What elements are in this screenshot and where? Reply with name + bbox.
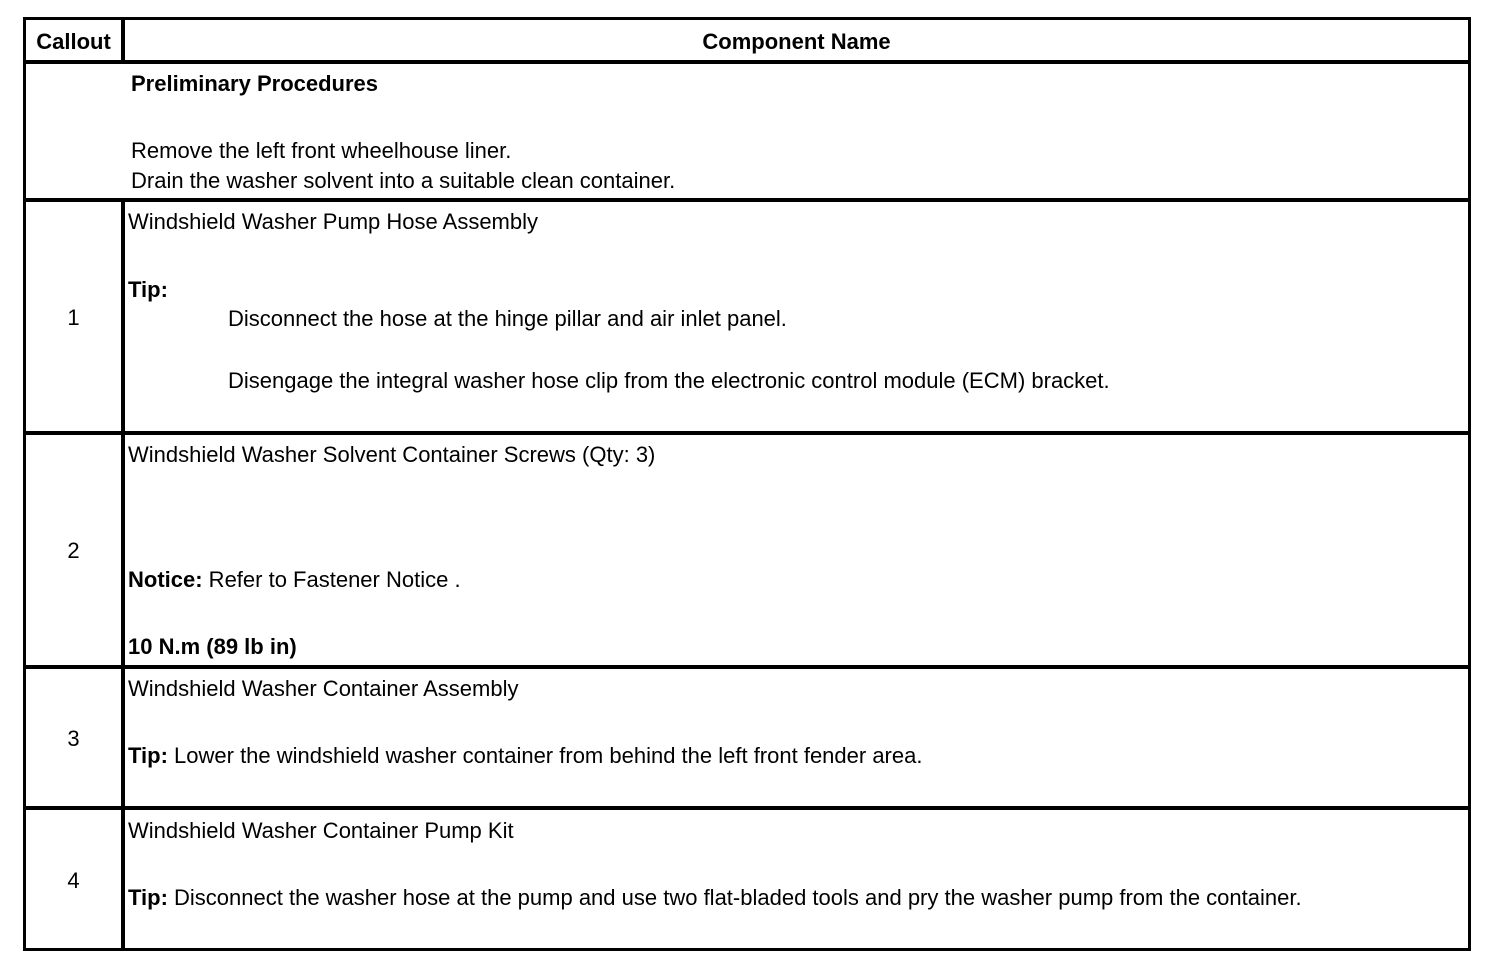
callout-number: 4 [67, 868, 80, 893]
column-divider [121, 20, 125, 60]
preliminary-step: Drain the washer solvent into a suitable clean container. [131, 168, 676, 193]
tip-step: Disconnect the hose at the hinge pillar and air inlet panel. [228, 306, 787, 331]
callout-number: 1 [67, 305, 80, 330]
callout-column-header: Callout [36, 29, 111, 54]
tip-label: Tip: [128, 885, 168, 910]
notice-text: Refer to Fastener Notice . [202, 567, 461, 592]
callout-number: 2 [67, 538, 80, 563]
tip-label: Tip: [128, 277, 168, 302]
notice-label: Notice: [128, 567, 203, 592]
tip-text: Lower the windshield washer container from behind the left front fender area. [167, 743, 923, 768]
procedure-table [23, 17, 1471, 951]
tip-label: Tip: [128, 743, 168, 768]
component-name-column-header: Component Name [702, 29, 891, 54]
component-name: Windshield Washer Container Pump Kit [128, 818, 514, 843]
component-name: Windshield Washer Pump Hose Assembly [128, 209, 539, 234]
column-divider [121, 435, 125, 665]
notice-line [128, 567, 461, 593]
callout-number: 3 [67, 726, 80, 751]
preliminary-title: Preliminary Procedures [131, 71, 379, 96]
column-divider [121, 810, 125, 948]
preliminary-row [26, 64, 1468, 202]
component-name: Windshield Washer Container Assembly [128, 676, 519, 701]
tip-step: Disengage the integral washer hose clip from the electronic control module (ECM) bracket. [228, 368, 1110, 393]
column-divider [121, 202, 125, 431]
tip-text: Disconnect the washer hose at the pump and use two flat-bladed tools and pry the washer pump from the container. [167, 885, 1302, 910]
table-row [26, 202, 1468, 435]
table-header-row [26, 20, 1468, 64]
table-row [26, 669, 1468, 810]
table-row [26, 810, 1468, 948]
component-name: Windshield Washer Solvent Container Screws (Qty: 3) [128, 442, 656, 467]
tip-line [128, 743, 922, 769]
column-divider [121, 669, 125, 806]
torque-spec: 10 N.m (89 lb in) [128, 634, 297, 659]
preliminary-step: Remove the left front wheelhouse liner. [131, 138, 512, 163]
table-row [26, 435, 1468, 669]
tip-line [128, 885, 1302, 911]
